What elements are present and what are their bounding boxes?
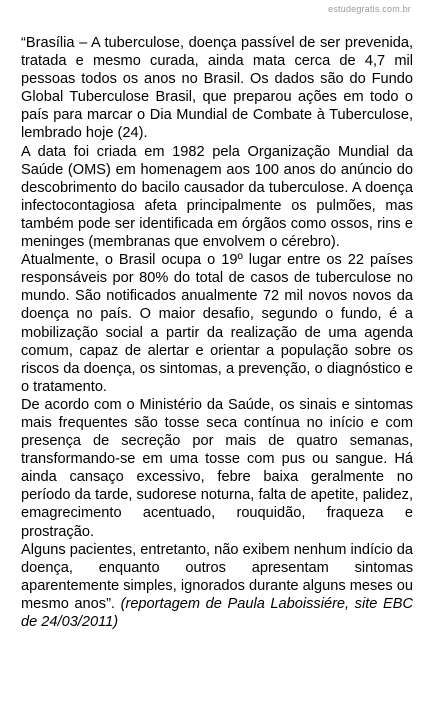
article-text: [21, 34, 413, 631]
source-citation: (reportagem de Paula Laboissiére, site EBC de 24/03/2011): [21, 595, 413, 630]
paragraph-history: A data foi criada em 1982 pela Organização Mundial da Saúde (OMS) em homenagem aos 100 anos do anúncio do descobrimento do bacilo causador da tuberculose. A doença infectocontagiosa afeta principalmente os pulmões, mas também pode ser identificada em órgãos como ossos, rins e meninges (membranas que envolvem o cérebro).: [21, 143, 413, 251]
paragraph-brazil-ranking: Atualmente, o Brasil ocupa o 19º lugar entre os 22 países responsáveis por 80% do total de casos de tuberculose no mundo. São notificados anualmente 72 mil novos novos da doença no país. O maior desafio, segundo o fundo, é a mobilização social a partir da realização de uma agenda comum, capaz de alertar e orientar a população sobre os riscos da doença, os sintomas, a prevenção, o diagnóstico e o tratamento.: [21, 252, 413, 395]
paragraph-intro: “Brasília – A tuberculose, doença passível de ser prevenida, tratada e mesmo curada, ainda mata cerca de 4,7 mil pessoas todos os anos no Brasil. Os dados são do Fundo Global Tuberculose Brasil, que preparou ações em todo o país para marcar o Dia Mundial de Combate à Tuberculose, lembrado hoje (24).: [21, 35, 413, 142]
paragraph-closing: [21, 541, 413, 631]
paragraph-symptoms: De acordo com o Ministério da Saúde, os sinais e sintomas mais frequentes são tosse seca contínua no início e com presença de secreção por mais de quatro semanas, transformando-se em uma tosse com pus ou sangue. Há ainda cansaço excessivo, febre baixa geralmente no período da tarde, sudorese noturna, falta de apetite, palidez, emagrecimento acentuado, rouquidão, fraqueza e prostração.: [21, 396, 413, 540]
closing-text: Alguns pacientes, entretanto, não exibem nenhum indício da doença, enquanto outros apresentam sintomas aparentemente simples, ignorados durante alguns meses ou mesmo anos”.: [21, 541, 413, 612]
site-watermark: estudegratis.com.br: [328, 4, 411, 14]
